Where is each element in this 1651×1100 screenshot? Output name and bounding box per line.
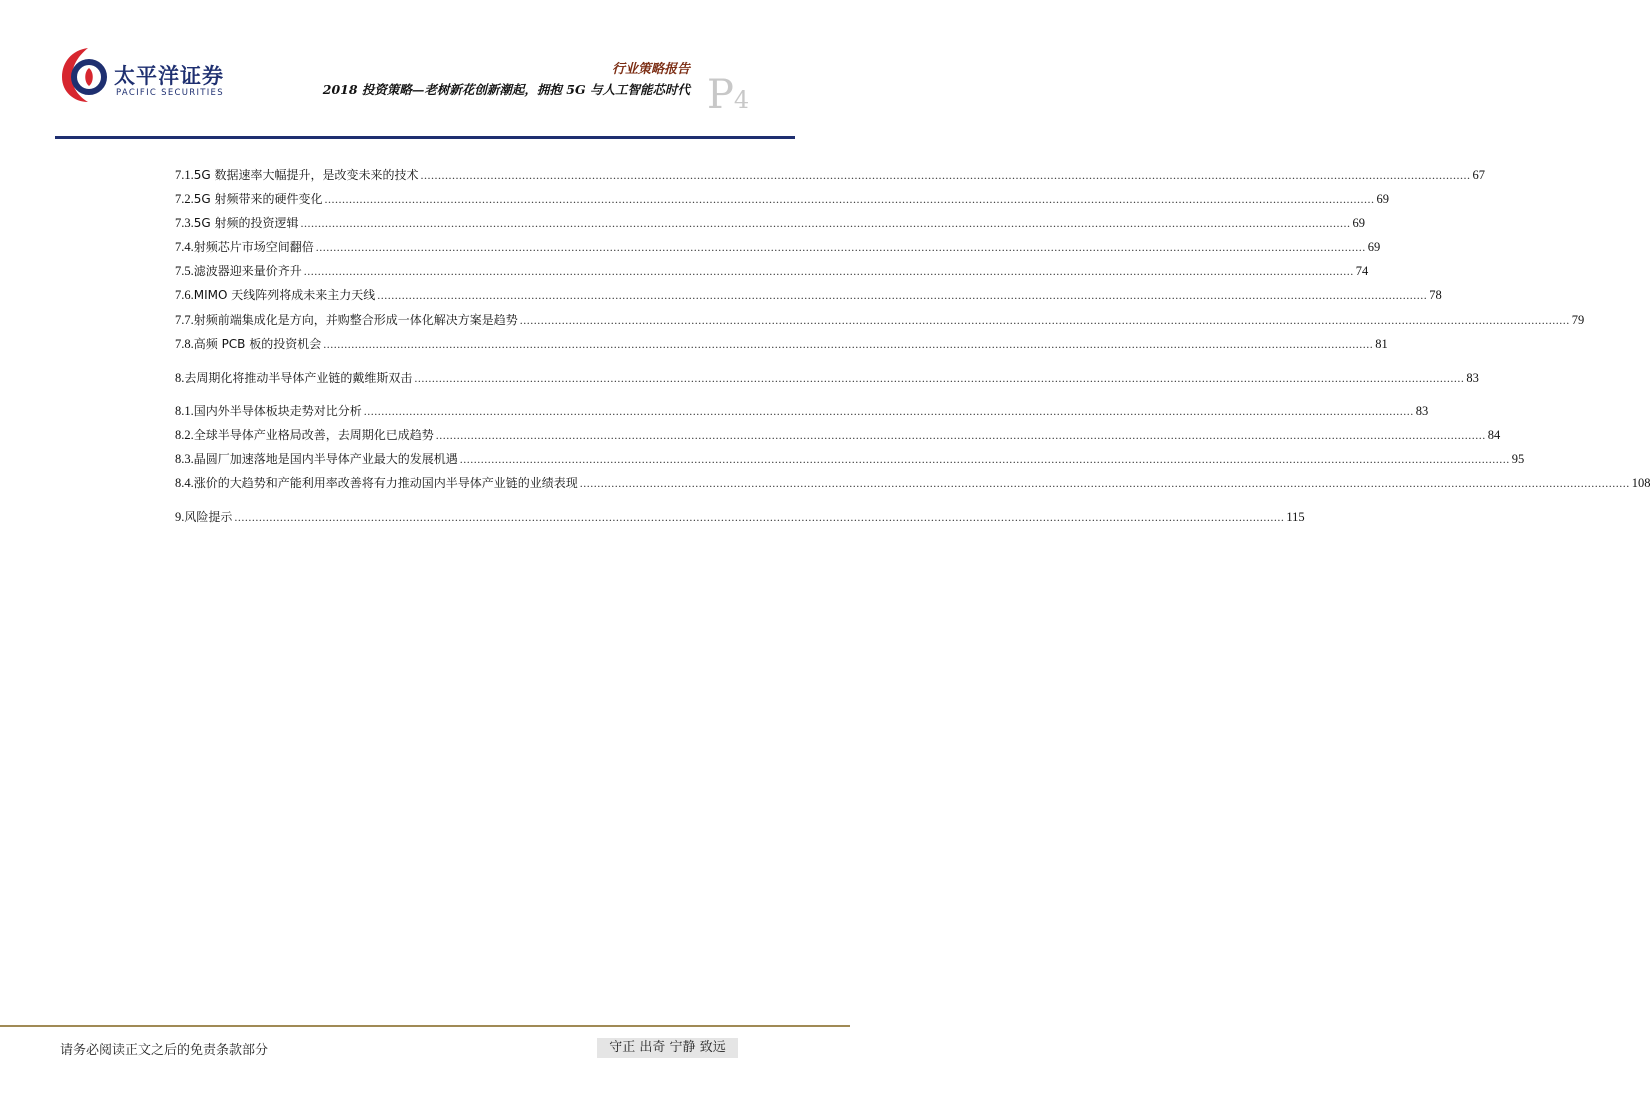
toc-entry-number: 7.8. [175,337,194,351]
toc-leader-dots: ............................................................................................................................................................................................................................................................................................................ [519,313,1570,327]
toc-leader-dots: ............................................................................................................................................................................................................................................................................................................ [303,264,1354,278]
toc-entry-page: 67 [1472,168,1485,182]
toc-entry-number: 8.1. [175,404,194,418]
toc-entry-title: 射频前端集成化是方向，并购整合形成一体化解决方案是趋势 [193,313,518,327]
toc-entry-number: 8.2. [175,428,194,442]
toc-entry-page: 74 [1355,264,1369,278]
toc-entry[interactable] [175,402,1429,422]
footer-motto: 守正 出奇 宁静 致远 [597,1038,738,1058]
report-type: 行业策略报告 [611,62,690,77]
toc-entry-number: 7.4. [175,240,194,254]
toc-entry-title: MIMO 天线阵列将成未来主力天线 [193,288,376,302]
toc-entry[interactable] [175,262,1369,282]
toc-entry-number: 7.6. [175,288,194,302]
toc-entry-title: 滤波器迎来量价齐升 [193,264,302,278]
toc-entry-page: 95 [1511,452,1525,466]
toc-entry-page: 108 [1631,476,1651,490]
toc-entry-title: 射频芯片市场空间翻倍 [193,240,314,254]
toc-entry[interactable] [175,238,1381,258]
footer-divider [0,1025,850,1027]
toc-entry-number: 8. [175,371,185,385]
company-logo [58,44,228,114]
toc-leader-dots: ............................................................................................................................................................................................................................................................................................................ [579,476,1630,490]
toc-entry[interactable] [175,286,1442,306]
toc-entry[interactable] [175,450,1525,470]
toc-entry[interactable] [175,426,1501,446]
toc-entry-number: 8.3. [175,452,194,466]
toc-entry-title: 5G 射频的投资逻辑 [193,216,299,230]
toc-entry-number: 7.1. [175,168,194,182]
toc-leader-dots: ............................................................................................................................................................................................................................................................................................................ [414,371,1465,385]
page-number-mark [707,72,749,118]
toc-entry[interactable] [175,166,1485,186]
toc-entry-page: 83 [1466,371,1479,385]
toc-entry-page: 81 [1375,337,1388,351]
logo-chinese-name: 太平洋证券 [114,64,224,88]
toc-entry-number: 7.5. [175,264,194,278]
toc-entry[interactable] [175,474,1651,494]
toc-entry-title: 晶圆厂加速落地是国内半导体产业最大的发展机遇 [193,452,458,466]
toc-leader-dots: ............................................................................................................................................................................................................................................................................................................ [300,216,1351,230]
toc-entry-title: 国内外半导体板块走势对比分析 [193,404,362,418]
toc-leader-dots: ............................................................................................................................................................................................................................................................................................................ [363,404,1414,418]
toc-entry-number: 8.4. [175,476,194,490]
toc-entry-number: 7.7. [175,313,194,327]
toc-leader-dots: ............................................................................................................................................................................................................................................................................................................ [420,168,1471,182]
toc-entry-title: 风险提示 [184,510,233,524]
toc-entry-page: 83 [1415,404,1429,418]
report-title: 2018 投资策略—老树新花创新潮起，拥抱 5G 与人工智能芯时代 [322,82,690,97]
toc-entry-title: 全球半导体产业格局改善，去周期化已成趋势 [193,428,434,442]
toc-entry-number: 7.3. [175,216,194,230]
toc-entry-number: 7.2. [175,192,194,206]
toc-entry[interactable] [175,190,1389,210]
pacific-securities-logo-icon [58,44,110,106]
toc-entry[interactable] [175,369,1479,389]
toc-entry-page: 84 [1487,428,1501,442]
page-prefix: P [707,72,734,118]
toc-entry-title: 5G 数据速率大幅提升，是改变未来的技术 [193,168,419,182]
toc-leader-dots: ............................................................................................................................................................................................................................................................................................................ [459,452,1510,466]
toc-entry-title: 去周期化将推动半导体产业链的戴维斯双击 [184,371,413,385]
page-number: 4 [733,86,750,114]
toc-entry-page: 78 [1429,288,1442,302]
toc-entry-title: 5G 射频带来的硬件变化 [193,192,323,206]
toc-entry-page: 79 [1571,313,1585,327]
toc-leader-dots: ............................................................................................................................................................................................................................................................................................................ [435,428,1486,442]
toc-entry-title: 涨价的大趋势和产能利用率改善将有力推动国内半导体产业链的业绩表现 [193,476,578,490]
toc-entry-title: 高频 PCB 板的投资机会 [193,337,322,351]
header-divider [55,136,795,139]
toc-leader-dots: ............................................................................................................................................................................................................................................................................................................ [315,240,1366,254]
footer-disclaimer: 请务必阅读正文之后的免责条款部分 [60,1043,269,1058]
toc-entry[interactable] [175,214,1365,234]
toc-entry-page: 69 [1376,192,1389,206]
toc-leader-dots: ............................................................................................................................................................................................................................................................................................................ [324,192,1375,206]
toc-leader-dots: ............................................................................................................................................................................................................................................................................................................ [323,337,1374,351]
toc-entry[interactable] [175,335,1388,355]
toc-leader-dots: ............................................................................................................................................................................................................................................................................................................ [234,510,1285,524]
logo-english-name: PACIFIC SECURITIES [116,88,224,98]
toc-entry-number: 9. [175,510,185,524]
toc-entry-page: 69 [1352,216,1365,230]
toc-leader-dots: ............................................................................................................................................................................................................................................................................................................ [377,288,1428,302]
toc-entry[interactable] [175,508,1305,528]
toc-entry[interactable] [175,311,1585,331]
toc-entry-page: 115 [1286,510,1305,524]
toc-entry-page: 69 [1367,240,1381,254]
